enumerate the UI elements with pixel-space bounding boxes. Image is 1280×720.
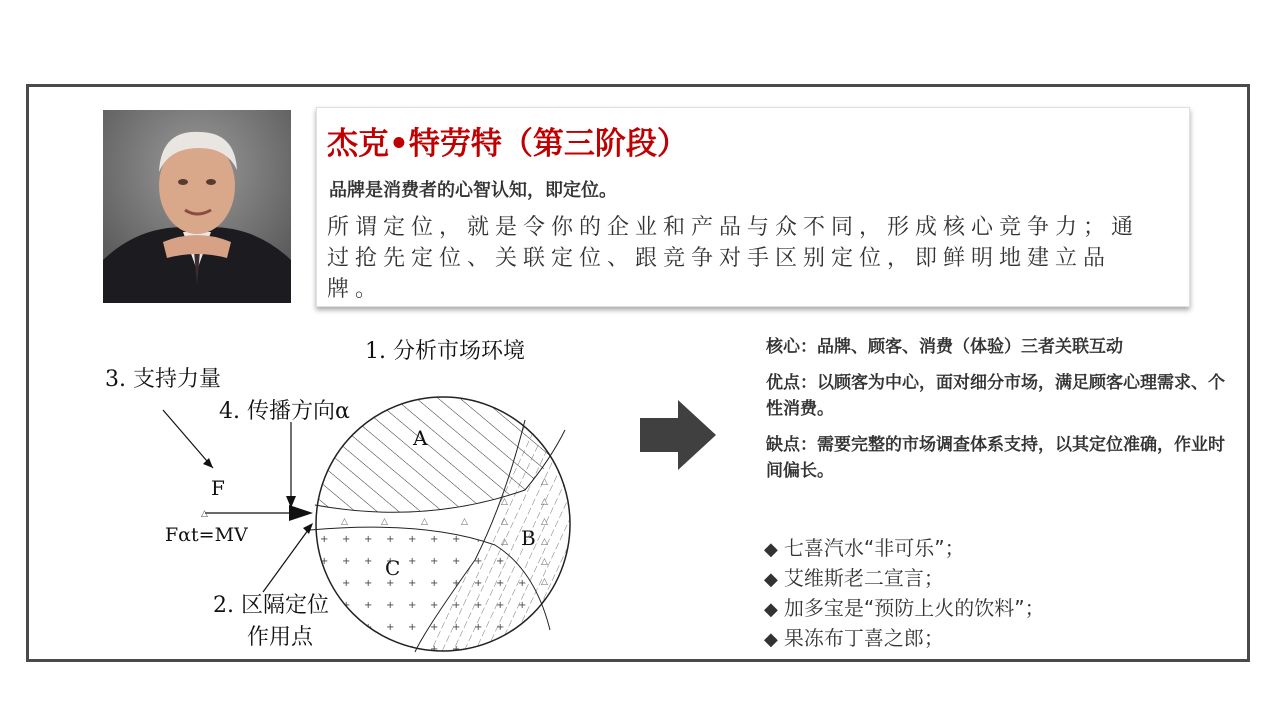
region-label-a: A	[413, 426, 428, 450]
label-positioning-point: 2. 区隔定位	[213, 593, 329, 618]
region-label-b: B	[521, 526, 536, 550]
positioning-diagram	[95, 330, 575, 670]
list-item: ◆ 加多宝是“预防上火的饮料”；	[764, 596, 1045, 620]
profile-card	[316, 107, 1190, 307]
profile-body: 所谓定位，就是令你的企业和产品与众不同，形成核心竞争力；通过抢先定位、关联定位、跟竞争对手区别定位，即鲜明地建立品牌。	[327, 215, 1140, 302]
diamond-bullet-icon: ◆	[764, 629, 778, 650]
diamond-bullet-icon: ◆	[764, 569, 778, 590]
notes-panel	[766, 334, 1236, 494]
label-direction: 4. 传播方向α	[219, 399, 350, 424]
note-pros: 优点：以顾客为中心，面对细分市场，满足顾客心理需求、个性消费。	[766, 373, 1225, 419]
diamond-bullet-icon: ◆	[764, 599, 778, 620]
diamond-bullet-icon: ◆	[764, 539, 778, 560]
list-item: ◆ 艾维斯老二宣言；	[764, 566, 944, 590]
label-analyze-market: 1. 分析市场环境	[365, 339, 525, 364]
region-label-c: C	[385, 556, 401, 580]
profile-subtitle: 品牌是消费者的心智认知，即定位。	[329, 180, 617, 201]
svg-text:△: △	[201, 509, 208, 519]
label-action-point: 作用点	[247, 625, 314, 650]
examples-list	[764, 534, 1045, 654]
label-force: F	[211, 476, 225, 500]
list-item: ◆ 七喜汽水“非可乐”；	[764, 536, 965, 560]
note-core: 核心：品牌、顾客、消费（体验）三者关联互动	[766, 337, 1123, 357]
portrait-photo	[103, 110, 291, 303]
list-item: ◆ 果冻布丁喜之郎；	[764, 626, 944, 650]
right-arrow-icon	[640, 400, 716, 470]
profile-title: 杰克•特劳特（第三阶段）	[327, 126, 688, 162]
note-cons: 缺点：需要完整的市场调查体系支持，以其定位准确，作业时间偏长。	[766, 435, 1225, 481]
label-formula: Fαt=MV	[165, 524, 248, 546]
label-support-force: 3. 支持力量	[105, 367, 221, 392]
